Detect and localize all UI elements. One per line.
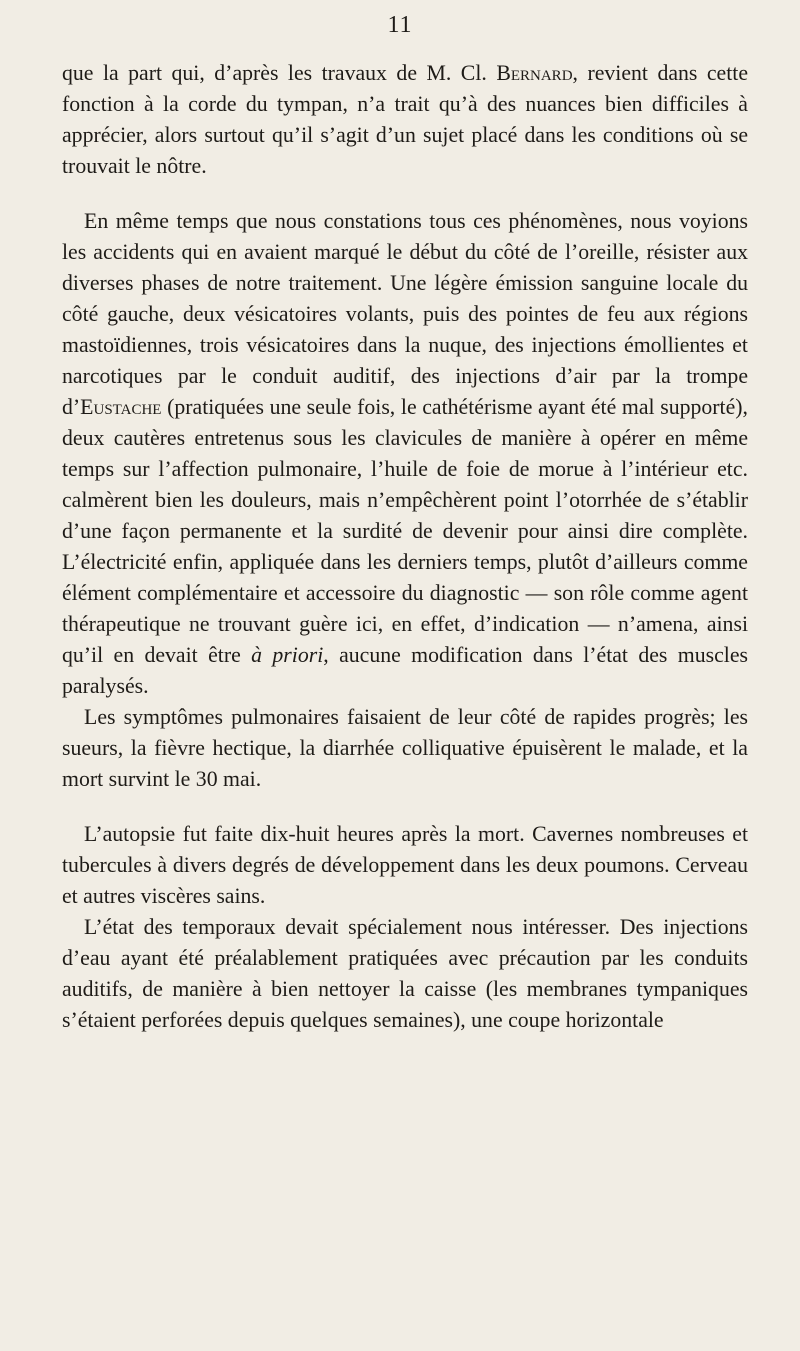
paragraph-3: Les symptômes pulmonaires faisaient de leur côté de rapides progrès; les sueurs, la fièvre hectique, la diarrhée colliquative épuisèrent le malade, et la mort survint le 30 mai. [62,705,748,791]
paragraph-5: L’état des temporaux devait spécialement nous intéresser. Des injections d’eau ayant été préalablement pratiquées avec précaution par les conduits auditifs, de manière à bien nettoyer la caisse (les membranes tympaniques s’étaient perforées depuis quelques semaines), une coupe horizontale [62,915,748,1032]
italic-a-priori: à priori [251,643,324,667]
paragraph-2-text-c: (pratiquées une seule fois, le cathétérisme ayant été mal supporté), deux cautères entretenus sous les clavicules de manière à opérer en même temps sur l’affection pulmonaire, l’huile de foie de morue à l’intérieur etc. calmèrent bien les douleurs, mais n’empêchèrent point l’otorrhée de s’établir d’une façon permanente et la surdité de devenir pour ainsi dire complète. L’électricité enfin, appliquée dans les derniers temps, plutôt d’ailleurs comme élément complémentaire et accessoire du diagnostic — son rôle comme agent thérapeutique ne trouvant guère ici, en effet, d’indication — n’amena, ainsi qu’il en devait être [62,395,748,667]
author-name-bernard: Bernard [496,61,573,85]
paragraph-2-text-e: , aucune modification dans l’état des muscles paralysés. [62,643,748,698]
paragraph-2-text-a: En même temps que nous constations tous ces phénomènes, nous voyions les accidents qui en avaient marqué le début du côté de l’oreille, résister aux diverses phases de notre traitement. Une légère émission sanguine locale du côté gauche, deux vésicatoires volants, puis des pointes de feu aux régions mastoïdiennes, trois vésicatoires dans la nuque, des injections émollientes et narcotiques par le conduit auditif, des injections d’air par la trompe d’ [62,209,748,419]
paragraph-2 [62,206,748,702]
paragraph-1-text-c: , revient dans cette fonction à la corde du tympan, n’a trait qu’à des nuances bien difficiles à apprécier, alors surtout qu’il s’agit d’un sujet placé dans les conditions où se trouvait le nôtre. [62,61,749,178]
paragraph-4: L’autopsie fut faite dix-huit heures après la mort. Cavernes nombreuses et tubercules à divers degrés de développement dans les deux poumons. Cerveau et autres viscères sains. [62,822,748,908]
paragraph-1-text-a: que la part qui, d’après les travaux de M. Cl. [62,61,497,85]
paragraph-1 [62,58,748,182]
author-name-eustache: Eustache [80,395,162,419]
page-number: 11 [387,12,413,38]
